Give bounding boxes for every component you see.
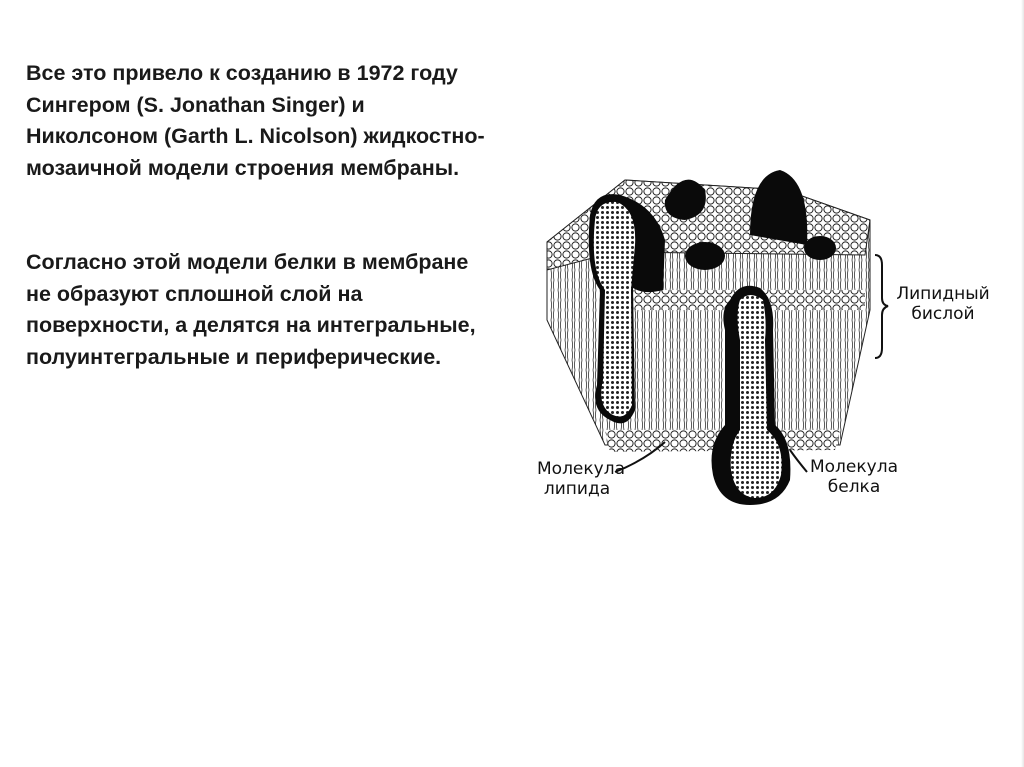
bilayer-label: [893, 284, 993, 324]
lipid-label-line1: Молекула: [537, 459, 626, 479]
lipid-molecule-label: [537, 459, 626, 499]
membrane-model-figure: [535, 160, 1005, 520]
paragraph-history: Все это привело к созданию в 1972 году Сингером (S. Jonathan Singer) и Николсоном (Garth L. Nicolson) жидкостно-мозаичной модели строения мембраны.: [26, 61, 485, 180]
bilayer-bracket: [875, 255, 888, 358]
text-block: [26, 58, 496, 373]
protein-label-line2: белка: [827, 477, 881, 497]
bilayer-label-line1: Липидный: [896, 284, 990, 304]
bilayer-label-line2: бислой: [911, 304, 975, 324]
lipid-label-line2: липида: [543, 479, 611, 499]
protein-molecule-label: [809, 457, 899, 497]
paragraph-model: Согласно этой модели белки в мембране не образуют сплошной слой на поверхности, а делятся на интегральные, полуинтегральные и периферические.: [26, 250, 476, 369]
protein-label-line1: Молекула: [809, 457, 898, 477]
